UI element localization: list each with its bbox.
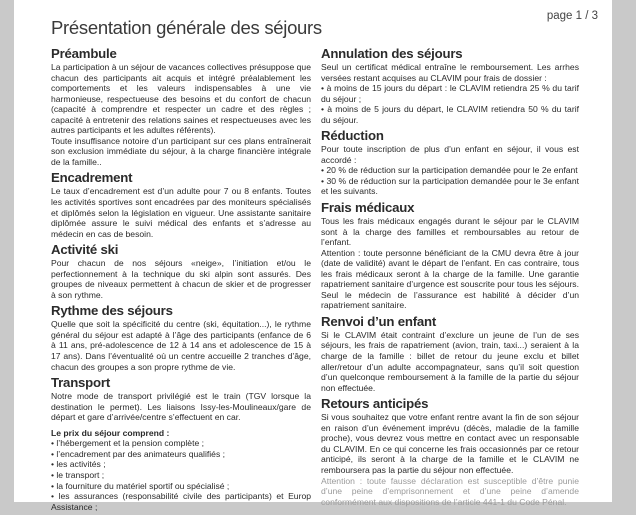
list-item: • à moins de 15 jours du départ : le CLAVIM retiendra 25 % du tarif du séjour ; xyxy=(321,83,579,104)
list-item: • les activités ; xyxy=(51,459,106,470)
paragraph: La participation à un séjour de vacances collectives présuppose que chacun des participants ait acquis et intégré préalablement les comportements et les valeurs indispensables à une vie harmonieuse, respectueuse des besoins et du confort de chacun (capacité à comprendre et respecter un cadre et des règles ; capacité à entretenir des relations saines et respectueuses avec les autres participants et les adultes référents). xyxy=(51,62,311,136)
section-title: Rythme des séjours xyxy=(51,303,173,319)
list-item: • 20 % de réduction sur la participation demandée pour le 2e enfant xyxy=(321,165,578,176)
section-annulation xyxy=(321,46,579,125)
paragraph: Tous les frais médicaux engagés durant le séjour par le CLAVIM sont à la charge des familles et remboursables au retour de l’enfant. xyxy=(321,216,579,248)
section-preambule xyxy=(51,46,311,167)
right-column xyxy=(321,44,579,510)
paragraph: Si le CLAVIM était contraint d’exclure un jeune de l’un de ses séjours, les frais de rapatriement (avion, train, taxi...) seraient à la charge de la famille : billet de retour du jeune exclu et billet aller/retour d’un adulte accompagnateur, sans qu’il soit question d’un quelconque remboursement à la famille de la partie du séjour non effectuée. xyxy=(321,329,579,393)
paragraph: Seul un certificat médical entraîne le remboursement. Les arrhes versées restant acquises au CLAVIM pour frais de dossier : xyxy=(321,62,579,83)
section-title: Réduction xyxy=(321,128,384,144)
paragraph: Pour chacun de nos séjours «neige», l’initiation et/ou le perfectionnement à la technique du ski alpin sont assurés. Des groupes de niveaux permettent à chacun de skier et de progresser à son rythme. xyxy=(51,258,311,300)
section-transport xyxy=(51,375,311,512)
section-title: Encadrement xyxy=(51,170,133,186)
cancellation-list xyxy=(321,83,579,125)
section-title: Retours anticipés xyxy=(321,396,429,412)
section-rythme xyxy=(51,303,311,372)
price-includes-list xyxy=(51,438,311,512)
page-number: page 1 / 3 xyxy=(546,10,598,22)
section-reduction xyxy=(321,128,579,197)
section-title: Frais médicaux xyxy=(321,200,415,216)
section-title: Activité ski xyxy=(51,242,119,258)
left-column xyxy=(51,44,311,515)
price-includes-heading: Le prix du séjour comprend : xyxy=(51,427,170,438)
section-frais-medicaux xyxy=(321,200,579,311)
paragraph: Pour toute inscription de plus d’un enfant en séjour, il vous est accordé : xyxy=(321,144,579,165)
section-encadrement xyxy=(51,170,311,239)
paragraph: Si vous souhaitez que votre enfant rentre avant la fin de son séjour en raison d’un événement imprévu (décès, maladie de la famille proche), vous devrez vous mettre en contact avec un responsable du CLAVIM. En ce qui concerne les frais occasionnés par ce retour anticipé, ils seront à la charge de la famille et le CLAVIM ne remboursera pas la partie du séjour non effectuée. xyxy=(321,412,579,475)
section-retours-anticipes xyxy=(321,396,579,507)
list-item: • l’encadrement par des animateurs qualifiés ; xyxy=(51,448,226,459)
section-title: Transport xyxy=(51,375,111,391)
paragraph: Notre mode de transport privilégié est le train (TGV lorsque la destination le permet). Les liaisons Issy-les-Moulineaux/gare de départ et gare d’arrivée/centre s’effectuent en car. xyxy=(51,391,311,423)
paragraph: Le taux d’encadrement est d’un adulte pour 7 ou 8 enfants. Toutes les activités sportives sont encadrées par des moniteurs spécialisés et diplômés selon la législation en vigueur. Une assistante sanitaire diplômée assure le suivi médical des enfants et s’adresse au médecin en cas de besoin. xyxy=(51,186,311,239)
section-title: Préambule xyxy=(51,46,117,61)
paragraph: Attention : toute personne bénéficiant de la CMU devra être à jour (date de validité) avant le départ de l’enfant. En cas contraire, tous les frais médicaux seront à la charge de la famille. Une garantie rapatriement sanitaire d’urgence est souscrite pour tous les séjours. Seul le médecin de l’assurance est habilité à décider d’un rapatriement sanitaire. xyxy=(321,247,579,311)
page-title: Présentation générale des séjours xyxy=(51,17,322,38)
warning-paragraph: Attention : toute fausse déclaration est susceptible d’être punie d’une peine d’emprisonnement et d’une peine d’amende conformément aux dispositions de l’article 441-1 du Code Pénal. xyxy=(321,475,579,507)
list-item: • à moins de 5 jours du départ, le CLAVIM retiendra 50 % du tarif du séjour. xyxy=(321,104,579,125)
section-activite-ski xyxy=(51,242,311,300)
paragraph: Toute insuffisance notoire d’un participant sur ces plans entraînerait son exclusion immédiate du séjour, à la charge financière intégrale de la famille.. xyxy=(51,135,311,167)
section-title: Annulation des séjours xyxy=(321,46,463,61)
list-item: • le transport ; xyxy=(51,469,105,480)
section-renvoi xyxy=(321,314,579,393)
list-item: • les assurances (responsabilité civile des participants) et Europ Assistance ; xyxy=(51,491,311,512)
list-item: • 30 % de réduction sur la participation demandée pour le 3e enfant et les suivants. xyxy=(321,175,579,197)
reduction-list xyxy=(321,165,579,197)
list-item: • la fourniture du matériel sportif ou spécialisé ; xyxy=(51,480,230,491)
section-title: Renvoi d’un enfant xyxy=(321,313,437,329)
list-item: • l’hébergement et la pension complète ; xyxy=(51,438,205,449)
document-page xyxy=(14,0,612,512)
paragraph: Quelle que soit la spécificité du centre (ski, équitation...), le rythme général du séjour est adapté à l’âge des participants (enfance de 6 à 11 ans, pré-adolescence de 12 à 14 ans et adolescence de 15 à 17 ans). Dans l’éventualité où un centre accueille 2 tranches d’âge, chacun des groupes a son propre rythme de vie. xyxy=(51,319,311,372)
